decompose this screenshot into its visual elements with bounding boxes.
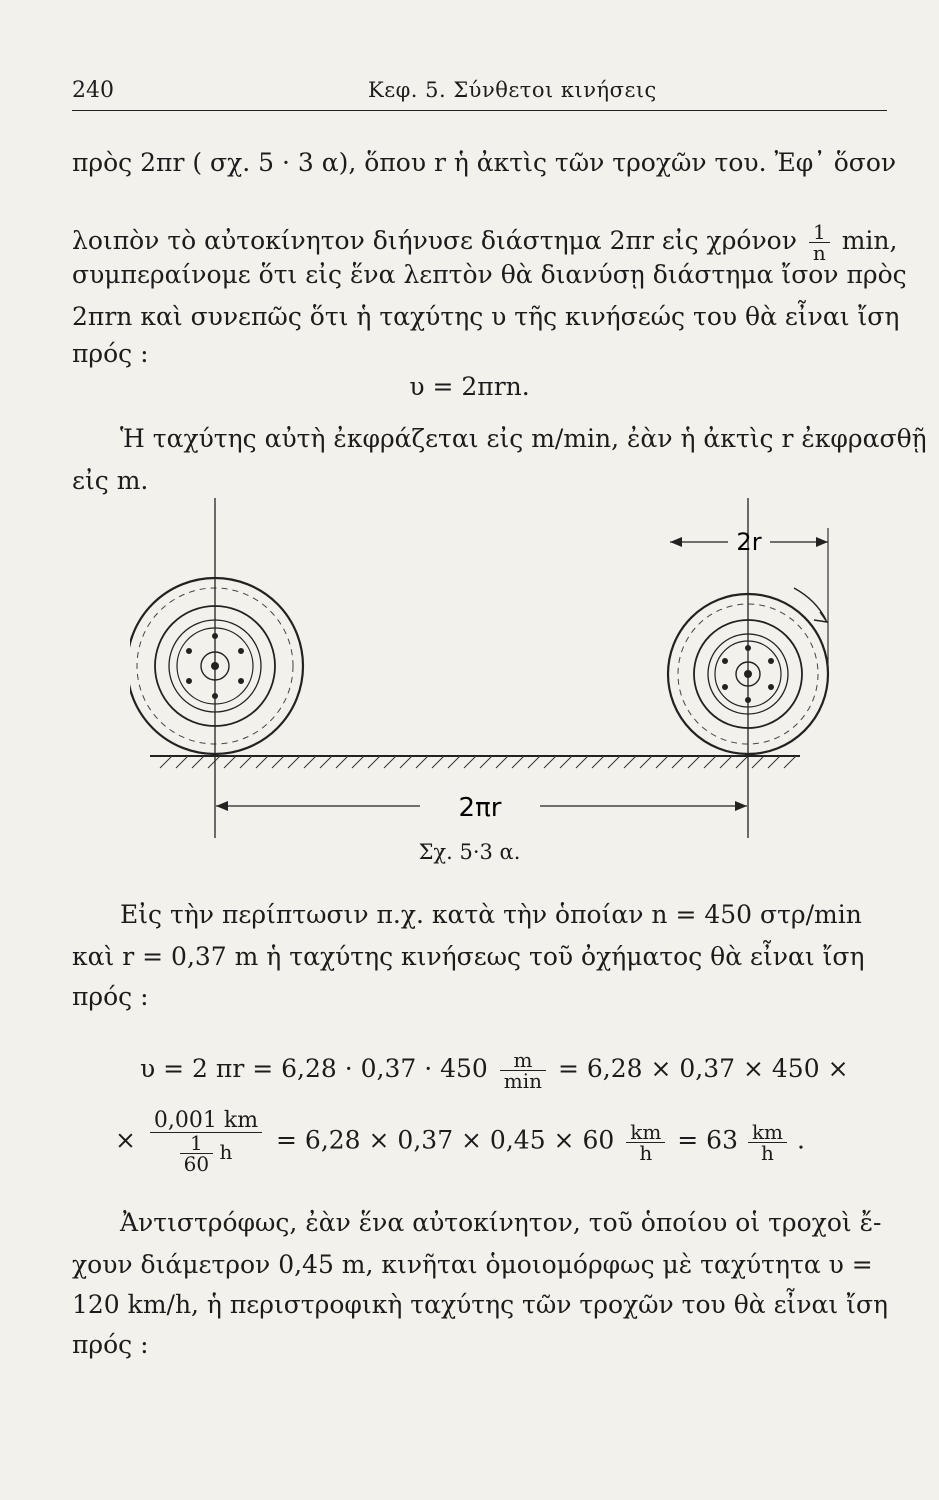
- dimension-label-2r: 2r: [736, 528, 762, 556]
- page-number: 240: [72, 78, 114, 103]
- ground-hatch: [160, 756, 796, 768]
- left-wheel: [130, 498, 303, 838]
- inner-numerator: 1: [180, 1133, 213, 1154]
- fraction-numerator: 0,001 km: [150, 1110, 262, 1133]
- text-segment: min,: [841, 226, 898, 255]
- fraction: [748, 1119, 787, 1165]
- fraction-numerator: m: [500, 1050, 546, 1071]
- text-line: πρός :: [72, 339, 149, 368]
- fraction-denominator: [150, 1133, 262, 1174]
- text-line: εἰς m.: [72, 466, 149, 495]
- fraction: [150, 1110, 262, 1174]
- equation: υ = 2πrn.: [409, 372, 530, 401]
- unit: h: [219, 1140, 233, 1164]
- text-line: [72, 220, 898, 265]
- text-line: 120 km/h, ἡ περιστροφικὴ ταχύτης τῶν τροχῶν του θὰ εἶναι ἴση: [72, 1290, 889, 1319]
- text-line: Εἰς τὴν περίπτωσιν π.χ. κατὰ τὴν ὁποίαν n = 450 στρ/min: [120, 900, 862, 929]
- text-line: καὶ r = 0,37 m ἡ ταχύτης κινήσεως τοῦ ὀχήματος θὰ εἶναι ἴση: [72, 942, 865, 971]
- text-line: συμπεραίνομε ὅτι εἰς ἕνα λεπτὸν θὰ διανύσῃ διάστημα ἴσον πρὸς: [72, 260, 907, 289]
- equation-segment: .: [796, 1125, 805, 1155]
- header-rule: [72, 110, 887, 111]
- fraction-denominator: h: [639, 1140, 653, 1165]
- equation-segment: = 6,28 × 0,37 × 0,45 × 60: [276, 1125, 615, 1155]
- fraction-numerator: km: [748, 1122, 787, 1143]
- fraction-numerator: km: [626, 1122, 665, 1143]
- dimension-label-2pir: 2πr: [458, 793, 502, 823]
- fraction: [626, 1119, 665, 1165]
- equation-segment: = 6,28 × 0,37 × 450 ×: [558, 1054, 849, 1083]
- text-line: πρός :: [72, 982, 149, 1011]
- fraction-numerator: 1: [809, 222, 830, 243]
- fraction-denominator: min: [503, 1069, 543, 1093]
- text-line: Ἡ ταχύτης αὐτὴ ἐκφράζεται εἰς m/min, ἐὰν ἡ ἀκτὶς r ἐκφρασθῇ: [120, 424, 927, 453]
- text-line: 2πrn καὶ συνεπῶς ὅτι ἡ ταχύτης υ τῆς κινήσεώς του θὰ εἶναι ἴση: [72, 302, 900, 331]
- equation-line: [140, 1050, 849, 1091]
- equation-segment: υ = 2 πr = 6,28 · 0,37 · 450: [140, 1054, 488, 1083]
- equation-segment: = 63: [677, 1125, 738, 1155]
- inner-denominator: 60: [183, 1152, 210, 1176]
- equation-segment: ×: [115, 1125, 136, 1155]
- text-line: χουν διάμετρον 0,45 m, κινῆται ὁμοιομόρφως μὲ ταχύτητα υ =: [72, 1250, 873, 1279]
- text-line: πρός :: [72, 1330, 149, 1359]
- text-segment: λοιπὸν τὸ αὐτοκίνητον διήνυσε διάστημα 2πr εἰς χρόνον: [72, 226, 797, 255]
- text-line: Ἀντιστρόφως, ἐὰν ἕνα αὐτοκίνητον, τοῦ ὁποίου οἱ τροχοὶ ἔ-: [120, 1208, 882, 1237]
- dimension-2r: [670, 528, 828, 556]
- dimension-2pir: [216, 793, 747, 823]
- page-header: [72, 78, 887, 110]
- fraction-denominator: h: [761, 1140, 774, 1165]
- text-line: πρὸς 2πr ( σχ. 5 · 3 α), ὅπου r ἡ ἀκτὶς τῶν τροχῶν του. Ἐφ᾽ ὅσον: [72, 148, 897, 177]
- figure-caption: Σχ. 5·3 α.: [418, 840, 521, 864]
- fraction-denominator: n: [812, 241, 826, 265]
- running-head: Κεφ. 5. Σύνθετοι κινήσεις: [368, 78, 657, 102]
- fraction: [500, 1050, 546, 1091]
- wheel-figure: [130, 488, 830, 850]
- inner-fraction: [180, 1133, 213, 1174]
- equation-line: [115, 1110, 805, 1174]
- rotation-arrow-icon: [794, 588, 826, 620]
- fraction: [809, 222, 830, 263]
